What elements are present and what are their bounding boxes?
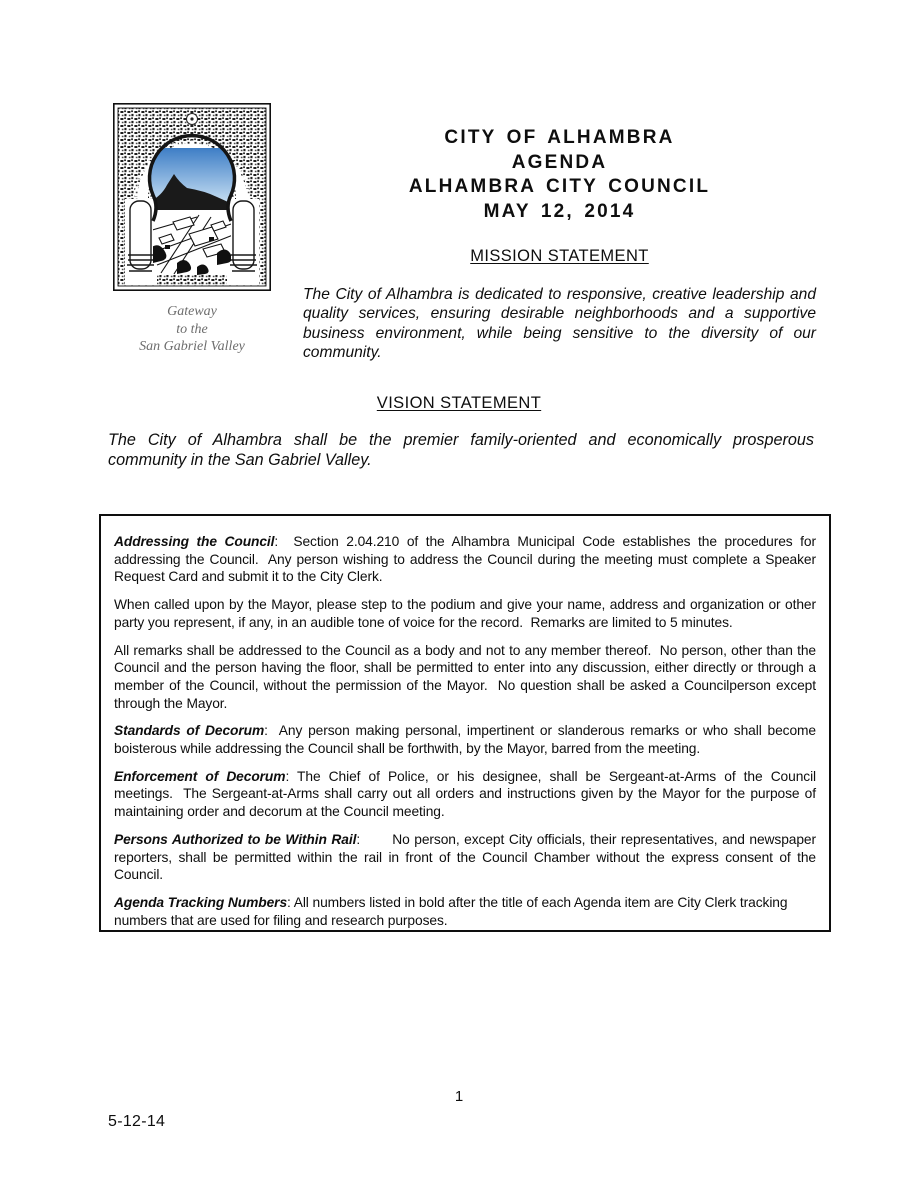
rule-enforcement-of-decorum (114, 768, 816, 821)
rule-addressing-the-council (114, 533, 816, 586)
rule-lead: Enforcement of Decorum (114, 768, 286, 784)
city-logo-block (113, 103, 271, 356)
rule-text: : Any person making personal, impertinent or slanderous remarks or who shall become boisterous while addressing the Council shall be forthwith, by the Mayor, barred from the meeting. (114, 723, 816, 757)
alhambra-gateway-arch-logo-icon (113, 103, 271, 291)
mission-statement-body: The City of Alhambra is dedicated to responsive, creative leadership and quality services, ensuring desirable neighborhoods and a supportive business environment, while being sensitive to the diversity of our community. (303, 286, 816, 362)
council-rules-box (99, 514, 831, 932)
footer-date-code: 5-12-14 (108, 1113, 166, 1130)
mission-statement-heading: MISSION STATEMENT (470, 247, 649, 265)
rule-text: : All numbers listed in bold after the title of each Agenda item are City Clerk tracking numbers that are used for filing and research purposes. (114, 894, 788, 928)
top-medallion (187, 114, 198, 125)
rule-lead: Addressing the Council (114, 534, 275, 549)
rule-standards-of-decorum (114, 722, 816, 757)
vision-statement-body: The City of Alhambra shall be the premier family-oriented and economically prosperous community in the San Gabriel Valley. (108, 431, 814, 469)
logo-caption-line: Gateway (167, 304, 217, 319)
vision-statement-heading: VISION STATEMENT (376, 394, 542, 412)
title-line-city: CITY OF ALHAMBRA (444, 127, 675, 148)
rule-persons-within-rail (114, 831, 816, 884)
rule-text: : The Chief of Police, or his designee, shall be Sergeant-at-Arms of the Council meetings. The Sergeant-at-Arms shall carry out all orders and instructions given by the Mayor for the purpose of maintaining order and decorum at the Council meeting. (114, 768, 817, 820)
logo-caption (113, 303, 271, 356)
rule-lead: Agenda Tracking Numbers (114, 894, 288, 910)
rule-lead: Standards of Decorum (114, 723, 265, 739)
title-line-date: MAY 12, 2014 (483, 200, 636, 222)
rule-text: When called upon by the Mayor, please step to the podium and give your name, address and organization or other party you represent, if any, in an audible tone of voice for the record. Remarks are limited to 5 minutes. (114, 597, 816, 630)
rule-all-remarks (114, 642, 816, 713)
page-number: 1 (454, 1088, 464, 1105)
rule-when-called-upon (114, 596, 816, 631)
header (303, 126, 816, 363)
page-title (303, 126, 816, 224)
logo-caption-line: San Gabriel Valley (139, 339, 245, 354)
rule-text: : No person, except City officials, their representatives, and newspaper reporters, shall be permitted within the rail in front of the Council Chamber without the express consent of the Council. (114, 831, 816, 883)
rule-text: : Section 2.04.210 of the Alhambra Municipal Code establishes the procedures for addressing the Council. Any person wishing to address the Council during the meeting must complete a Speaker Request Card and submit it to the City Clerk. (114, 534, 816, 585)
title-line-council: ALHAMBRA CITY COUNCIL (408, 176, 711, 197)
rule-agenda-tracking-numbers (114, 894, 816, 929)
title-line-agenda: AGENDA (511, 151, 608, 173)
rule-text: All remarks shall be addressed to the Council as a body and not to any member thereof. No person, other than the Council and the person having the floor, shall be permitted to enter into any discussion, either directly or through a member of the Council, without the permission of the Mayor. No question shall be asked a Councilperson except through the Mayor. (114, 642, 816, 711)
logo-caption-line: to the (176, 321, 208, 337)
rule-lead: Persons Authorized to be Within Rail (114, 831, 357, 847)
